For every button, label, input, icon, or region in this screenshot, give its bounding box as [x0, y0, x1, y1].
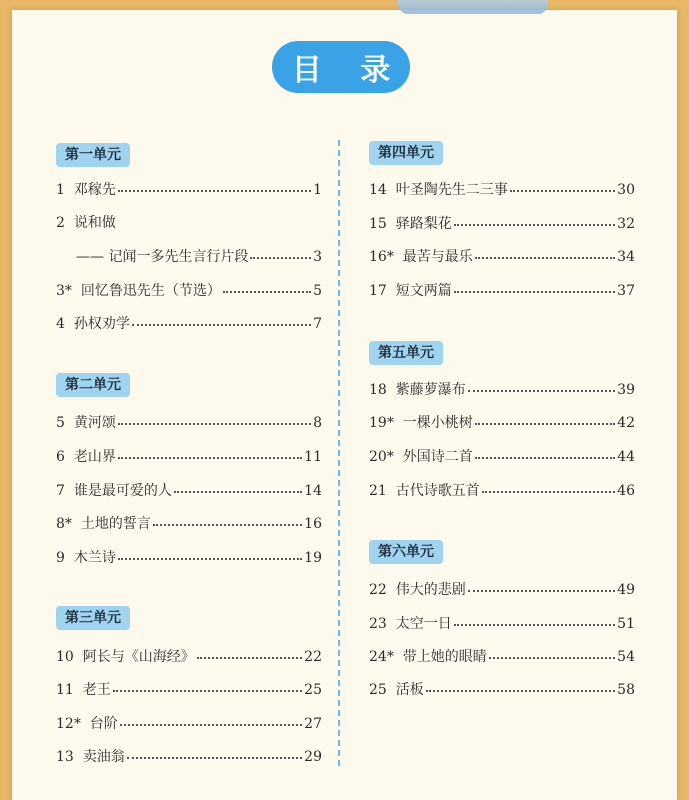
leader-dots [127, 743, 302, 759]
leader-dots [454, 210, 615, 226]
lesson-number: 2 [56, 215, 65, 231]
lesson-title: 土地的誓言 [80, 516, 151, 532]
leader-dots [482, 477, 615, 493]
lesson-title: 外国诗二首 [402, 449, 473, 465]
lesson-number: 25 [369, 682, 387, 698]
lesson-number: 20* [369, 449, 394, 465]
lesson-number: 22 [369, 582, 387, 598]
lesson-subtitle: —— 记闻一多先生言行片段 [76, 249, 249, 265]
page-number: 11 [304, 449, 322, 465]
toc-entry[interactable] [369, 245, 635, 267]
lesson-number: 19* [369, 415, 394, 431]
lesson-title: 老王 [82, 682, 111, 698]
unit-label: 第五单元 [369, 341, 443, 365]
toc-title: 目 录 [291, 53, 405, 88]
lesson-number: 12* [56, 716, 81, 732]
unit-label: 第三单元 [56, 606, 130, 630]
lesson-title: 古代诗歌五首 [395, 483, 480, 499]
leader-dots [118, 176, 311, 192]
column-divider [338, 140, 340, 766]
lesson-title: 黄河颂 [73, 415, 116, 431]
page-number: 5 [313, 283, 322, 299]
lesson-title: 太空一日 [395, 616, 452, 632]
page-number: 3 [313, 249, 322, 265]
page-number: 27 [304, 716, 322, 732]
lesson-number: 16* [369, 249, 394, 265]
lesson-title: 说和做 [73, 215, 116, 231]
toc-entry[interactable] [56, 745, 322, 767]
lesson-number: 3* [56, 283, 72, 299]
toc-entry[interactable] [56, 678, 322, 700]
toc-entry[interactable] [56, 712, 322, 734]
page-number: 44 [617, 449, 635, 465]
toc-entry[interactable] [56, 479, 322, 501]
lesson-number: 23 [369, 616, 387, 632]
unit-label: 第一单元 [56, 143, 130, 167]
lesson-number: 10 [56, 649, 74, 665]
leader-dots [475, 243, 615, 259]
leader-dots [250, 243, 311, 259]
leader-dots [113, 676, 302, 692]
toc-entry[interactable] [56, 445, 322, 467]
lesson-title: 卖油翁 [82, 749, 125, 765]
lesson-title: 木兰诗 [73, 550, 116, 566]
lesson-title: 谁是最可爱的人 [73, 483, 172, 499]
page-number: 42 [617, 415, 635, 431]
unit-label: 第六单元 [369, 540, 443, 564]
toc-entry[interactable] [56, 645, 322, 667]
leader-dots [118, 544, 302, 560]
leader-dots [489, 643, 615, 659]
lesson-number: 9 [56, 550, 65, 566]
lesson-number: 1 [56, 182, 65, 198]
page-number: 8 [313, 415, 322, 431]
page-number: 30 [617, 182, 635, 198]
page-number: 49 [617, 582, 635, 598]
lesson-number: 5 [56, 415, 65, 431]
lesson-title: 叶圣陶先生二三事 [395, 182, 508, 198]
toc-title-badge [272, 41, 410, 93]
lesson-title: 活板 [395, 682, 424, 698]
lesson-number: 18 [369, 382, 387, 398]
toc-entry[interactable] [369, 612, 635, 634]
page-number: 46 [617, 483, 635, 499]
toc-entry[interactable] [56, 512, 322, 534]
page-number: 14 [304, 483, 322, 499]
page-number: 32 [617, 216, 635, 232]
lesson-number: 4 [56, 316, 65, 332]
leader-dots [153, 510, 302, 526]
lesson-title: 紫藤萝瀑布 [395, 382, 466, 398]
toc-entry[interactable] [369, 479, 635, 501]
lesson-title: 驿路梨花 [395, 216, 452, 232]
lesson-title: 邓稼先 [73, 182, 116, 198]
lesson-number: 21 [369, 483, 387, 499]
leader-dots [510, 176, 615, 192]
page-number: 37 [617, 283, 635, 299]
leader-dots [468, 576, 615, 592]
lesson-number: 14 [369, 182, 387, 198]
lesson-number: 7 [56, 483, 65, 499]
lesson-number: 17 [369, 283, 387, 299]
page-number: 29 [304, 749, 322, 765]
unit-label: 第四单元 [369, 141, 443, 165]
toc-entry[interactable] [56, 546, 322, 568]
lesson-title: 孙权劝学 [73, 316, 130, 332]
toc-entry[interactable] [369, 578, 635, 600]
unit-label: 第二单元 [56, 373, 130, 397]
page-number: 1 [313, 182, 322, 198]
toc-entry[interactable] [369, 378, 635, 400]
leader-dots [118, 409, 311, 425]
leader-dots [197, 643, 302, 659]
toc-entry[interactable] [369, 411, 635, 433]
lesson-title: 台阶 [89, 716, 118, 732]
page-number: 58 [617, 682, 635, 698]
toc-entry[interactable] [369, 279, 635, 301]
leader-dots [174, 477, 302, 493]
page-number: 54 [617, 649, 635, 665]
toc-entry[interactable] [369, 178, 635, 200]
toc-entry[interactable] [369, 212, 635, 234]
page-number: 39 [617, 382, 635, 398]
page-number: 19 [304, 550, 322, 566]
toc-entry[interactable] [56, 212, 322, 234]
page-number: 51 [617, 616, 635, 632]
lesson-title: 回忆鲁迅先生（节选） [80, 283, 221, 299]
lesson-number: 8* [56, 516, 72, 532]
leader-dots [454, 277, 615, 293]
lesson-number: 13 [56, 749, 74, 765]
lesson-title: 最苦与最乐 [402, 249, 473, 265]
lesson-number: 6 [56, 449, 65, 465]
toc-entry[interactable] [369, 645, 635, 667]
leader-dots [468, 376, 615, 392]
lesson-number: 24* [369, 649, 394, 665]
page-number: 34 [617, 249, 635, 265]
toc-entry[interactable] [56, 178, 322, 200]
lesson-number: 15 [369, 216, 387, 232]
lesson-title: 伟大的悲剧 [395, 582, 466, 598]
leader-dots [118, 443, 302, 459]
toc-entry[interactable] [56, 411, 322, 433]
toc-entry-subtitle[interactable] [76, 245, 322, 267]
paper-clip-decoration [398, 0, 548, 14]
page-number: 25 [304, 682, 322, 698]
toc-entry[interactable] [369, 445, 635, 467]
lesson-title: 老山界 [73, 449, 116, 465]
page-number: 16 [304, 516, 322, 532]
toc-entry[interactable] [369, 678, 635, 700]
page-number: 22 [304, 649, 322, 665]
toc-entry[interactable] [56, 279, 322, 301]
leader-dots [223, 277, 311, 293]
leader-dots [475, 409, 615, 425]
toc-entry[interactable] [56, 312, 322, 334]
leader-dots [475, 443, 615, 459]
lesson-title: 一棵小桃树 [402, 415, 473, 431]
leader-dots [132, 310, 311, 326]
lesson-title: 短文两篇 [395, 283, 452, 299]
lesson-title: 阿长与《山海经》 [82, 649, 195, 665]
leader-dots [454, 610, 615, 626]
page-number: 7 [313, 316, 322, 332]
leader-dots [120, 710, 302, 726]
leader-dots [426, 676, 615, 692]
lesson-title: 带上她的眼睛 [402, 649, 487, 665]
lesson-number: 11 [56, 682, 74, 698]
